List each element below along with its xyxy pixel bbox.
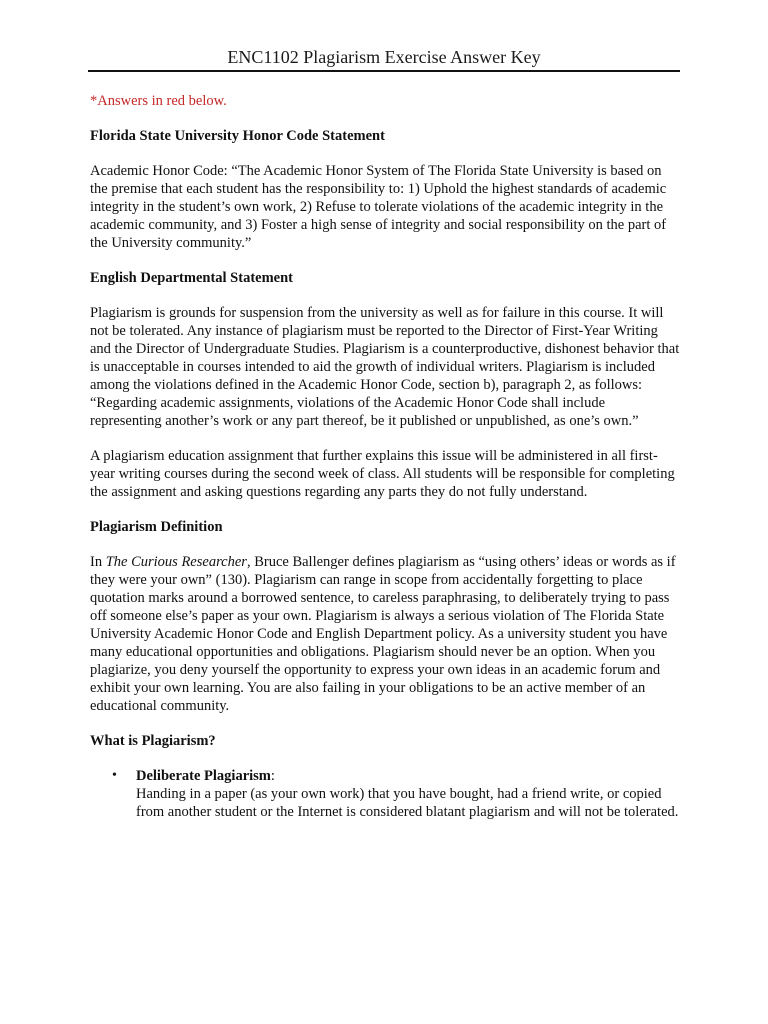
bullet-colon: :: [270, 768, 275, 784]
bullet-text: Handing in a paper (as your own work) that you have bought, had a friend write, or copied from another student or the Internet is considered blatant plagiarism and will not be tolerated.: [136, 786, 679, 820]
definition-heading: Plagiarism Definition: [90, 519, 223, 535]
definition-intro: In: [90, 554, 106, 570]
what-is-plagiarism-heading: What is Plagiarism?: [90, 733, 216, 749]
document-body: [90, 92, 680, 821]
bullet-title-line: [136, 767, 680, 785]
definition-paragraph: [90, 553, 680, 715]
bullet-title: Deliberate Plagiarism: [136, 768, 271, 784]
bullet-icon: •: [112, 768, 117, 783]
list-item: [90, 767, 680, 821]
answers-note: *Answers in red below.: [90, 93, 227, 109]
english-dept-paragraph-1: Plagiarism is grounds for suspension from the university as well as for failure in this course. It will not be tolerated. Any instance of plagiarism must be reported to the Director of First-Year Writing and the Director of Undergraduate Studies. Plagiarism is a counterproductive, dishonest behavior that is unacceptable in courses intended to aid the growth of individual writers. Plagiarism is included among the violations defined in the Academic Honor Code, section b), paragraph 2, as follows: “Regarding academic assignments, violations of the Academic Honor Code shall include representing another’s work or any part thereof, be it published or unpublished, as one’s own.”: [90, 305, 680, 429]
title-underline: [88, 70, 680, 72]
english-dept-paragraph-2: A plagiarism education assignment that further explains this issue will be administered in all first-year writing courses during the second week of class. All students will be responsible for completing the assignment and asking questions regarding any parts they do not fully understand.: [90, 448, 675, 500]
document-title: ENC1102 Plagiarism Exercise Answer Key: [227, 47, 541, 67]
honor-code-paragraph: Academic Honor Code: “The Academic Honor System of The Florida State University is based on the premise that each student has the responsibility to: 1) Uphold the highest standards of academic integrity in the student’s own work, 2) Refuse to tolerate violations of the academic integrity in the academic community, and 3) Foster a high sense of integrity and social responsibility on the part of the University community.”: [90, 163, 667, 251]
english-dept-heading: English Departmental Statement: [90, 270, 293, 286]
honor-code-heading: Florida State University Honor Code Statement: [90, 128, 385, 144]
plagiarism-types-list: [90, 767, 680, 821]
definition-text: , Bruce Ballenger defines plagiarism as “using others’ ideas or words as if they were your own” (130). Plagiarism can range in scope from accidentally forgetting to place quotation marks around a borrowed sentence, to careless paraphrasing, to deliberately trying to pass off someone else’s paper as your own. Plagiarism is always a serious violation of The Florida State University Academic Honor Code and English Department policy. As a university student you have many educational opportunities and obligations. Plagiarism should never be an option. When you plagiarize, you deny yourself the opportunity to express your own ideas in an academic forum and exhibit your own learning. You are also failing in your obligations to be an active member of an educational community.: [90, 554, 676, 714]
book-title: The Curious Researcher: [105, 554, 247, 570]
